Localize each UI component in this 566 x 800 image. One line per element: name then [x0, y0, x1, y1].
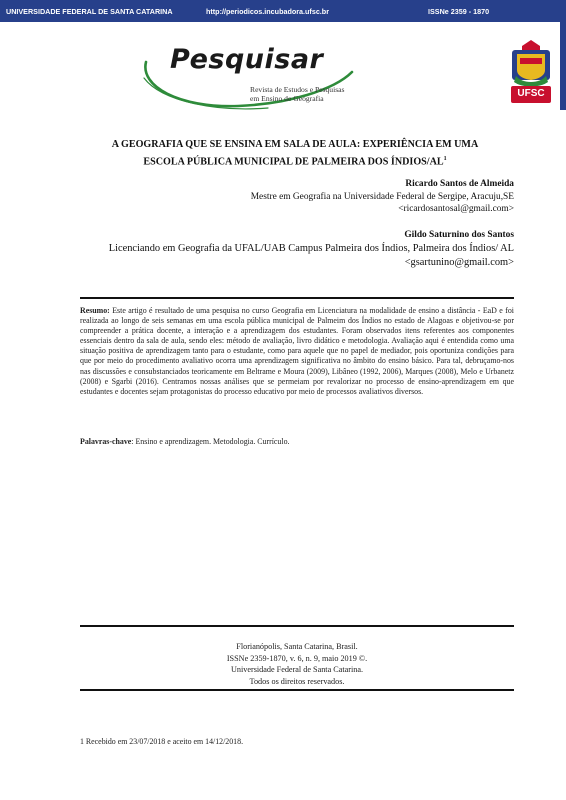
- author-2-name: Gildo Saturnino dos Santos: [404, 230, 514, 240]
- article-title: [60, 137, 530, 169]
- abstract-top-rule: [80, 297, 514, 299]
- journal-subtitle-line1: Revista de Estudos e Pesquisas: [250, 85, 345, 94]
- footer-bottom-rule: [80, 689, 514, 691]
- header-url[interactable]: http://periodicos.incubadora.ufsc.br: [206, 7, 329, 16]
- author-2-affiliation: Licenciando em Geografia da UFAL/UAB Campus Palmeira dos Índios, Palmeira dos Índios/ AL: [108, 242, 514, 254]
- keywords-text: : Ensino e aprendizagem. Metodologia. Currículo.: [131, 437, 290, 446]
- author-1-name: Ricardo Santos de Almeida: [405, 179, 514, 189]
- publication-info-line1: Florianópolis, Santa Catarina, Brasil.: [236, 642, 358, 651]
- seal-text: UFSC: [517, 88, 545, 99]
- author-2-email[interactable]: <gsartunino@gmail.com>: [404, 256, 514, 268]
- journal-name: Pesquisar: [170, 44, 324, 75]
- header-bar: [0, 0, 566, 22]
- publication-info-line2: ISSNe 2359-1870, v. 6, n. 9, maio 2019 ©.: [226, 653, 368, 663]
- publication-info-line3: Universidade Federal de Santa Catarina.: [230, 665, 364, 674]
- publication-info-line4: Todos os direitos reservados.: [249, 676, 345, 686]
- footer-top-rule: [80, 625, 514, 627]
- journal-subtitle: [250, 85, 345, 103]
- author-1-email[interactable]: <ricardosantosal@gmail.com>: [398, 204, 514, 214]
- author-1-affiliation: Mestre em Geografia na Universidade Federal de Sergipe, Aracuju,SE: [250, 191, 514, 202]
- author-1: [251, 178, 514, 216]
- header-issn: ISSNe 2359 - 1870: [428, 7, 490, 16]
- keywords: [80, 437, 514, 447]
- header-university: UNIVERSIDADE FEDERAL DE SANTA CATARINA: [6, 7, 173, 16]
- journal-subtitle-line2: em Ensino de Geografia: [250, 94, 324, 103]
- article-title-line2: ESCOLA PÚBLICA MUNICIPAL DE PALMEIRA DOS ÍNDIOS/AL: [143, 156, 444, 168]
- abstract-text: Este artigo é resultado de uma pesquisa no curso Geografia em Licenciatura na modalidade de ensino a distância - EaD e foi realizada ao longo de seis semanas em uma escola pública municipal de Palmeim dos Índios no estado de Alagoas e objetivou-se por compreender a prática docente, a interação e a aprendizagem dos estudantes. Foram observados itens referentes aos componentes essenciais dentro da sala de aula, sendo eles: método de avaliação, livro didático e metodologia. Avaliação aqui é entendida como uma situação positiva de aprendizagem tanto para o estudante, como para aquele que no papel de mediador, pois oportuniza condições para que por meio do procedimento avaliativo ocorra uma aprendizagem significativa no âmbito do ensino básico. Para tal, debruçamo-nos nas discussões e consubstanciados teoricamente em Beltrame e Moura (2009), Libâneo (1992, 2006), Marques (2008), Melo e Urbanetz (2008) e Sgarbi (2016). Centramos nossas análises que se permeiam por revalorizar no processo de ensino-aprendizagem em que estudantes e docentes sejam protagonistas do processo educativo por meio de processos avaliativos diversos.: [80, 306, 514, 396]
- keywords-label: Palavras-chave: [80, 437, 132, 446]
- publication-info: [80, 641, 514, 687]
- abstract: [80, 306, 514, 397]
- footnote: 1 Recebido em 23/07/2018 e aceito em 14/12/2018.: [80, 737, 244, 746]
- author-2: [74, 229, 514, 270]
- title-footnote-mark: 1: [443, 156, 447, 162]
- abstract-label: Resumo:: [80, 306, 110, 315]
- article-title-line1: A GEOGRAFIA QUE SE ENSINA EM SALA DE AULA: EXPERIÊNCIA EM UMA: [111, 139, 479, 150]
- header-side-strip: [560, 22, 566, 110]
